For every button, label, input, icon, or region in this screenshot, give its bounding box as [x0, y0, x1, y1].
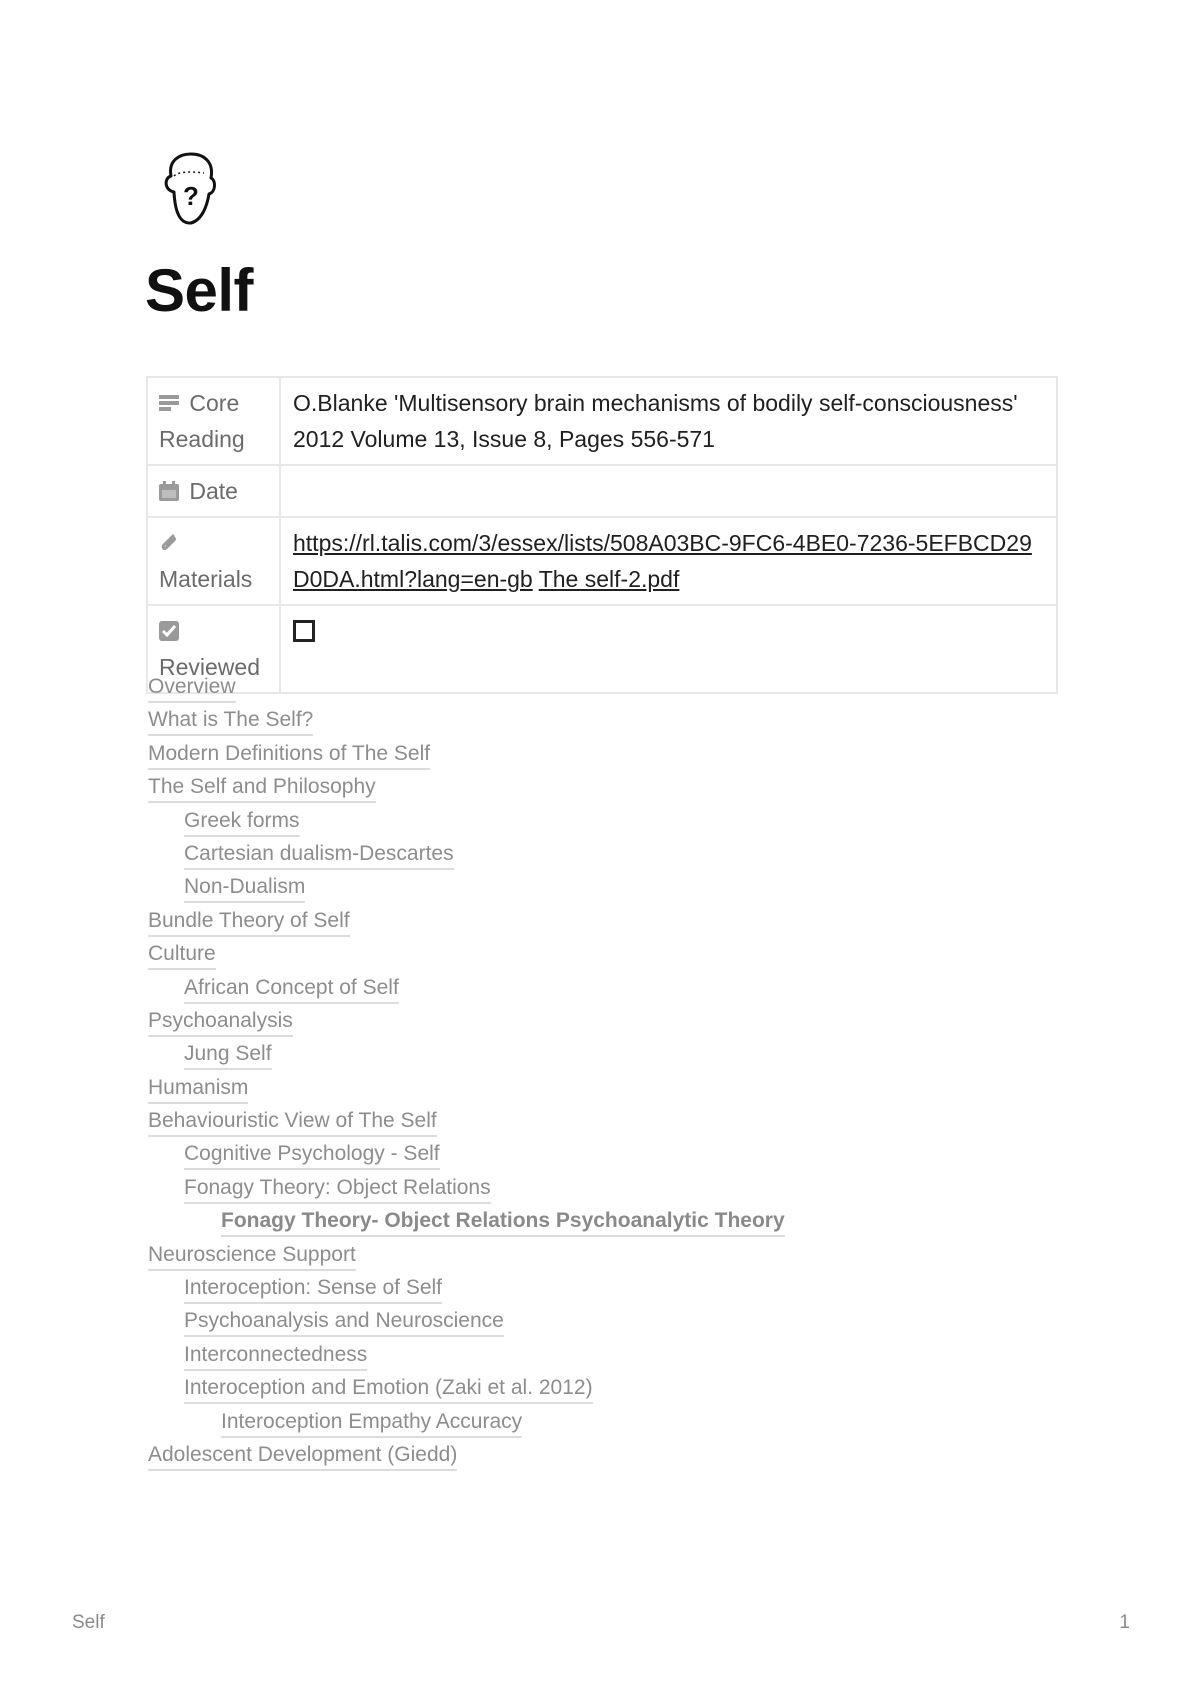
- toc-item[interactable]: Interoception and Emotion (Zaki et al. 2012): [148, 1373, 785, 1406]
- toc-item[interactable]: Psychoanalysis and Neuroscience: [148, 1306, 785, 1339]
- properties-table: [146, 376, 1058, 694]
- toc-item[interactable]: Interoception: Sense of Self: [148, 1273, 785, 1306]
- property-date: [147, 465, 1057, 517]
- reviewed-checkbox[interactable]: [293, 620, 315, 642]
- toc-item[interactable]: Fonagy Theory- Object Relations Psychoanalytic Theory: [148, 1206, 785, 1239]
- checkbox-icon: [159, 621, 179, 641]
- property-core-reading: [147, 377, 1057, 465]
- toc-item[interactable]: Cartesian dualism-Descartes: [148, 839, 785, 872]
- toc-item[interactable]: African Concept of Self: [148, 973, 785, 1006]
- property-label-reviewed: Reviewed: [147, 605, 280, 693]
- toc-item[interactable]: Humanism: [148, 1073, 785, 1106]
- calendar-icon: [159, 481, 179, 501]
- toc-item[interactable]: Cognitive Psychology - Self: [148, 1139, 785, 1172]
- table-of-contents: [148, 672, 785, 1473]
- toc-item[interactable]: The Self and Philosophy: [148, 772, 785, 805]
- toc-item[interactable]: Interconnectedness: [148, 1340, 785, 1373]
- toc-item[interactable]: Modern Definitions of The Self: [148, 739, 785, 772]
- toc-item[interactable]: Fonagy Theory: Object Relations: [148, 1173, 785, 1206]
- svg-text:?: ?: [183, 181, 199, 211]
- toc-item[interactable]: What is The Self?: [148, 705, 785, 738]
- property-label-date: Date: [147, 465, 280, 517]
- toc-item[interactable]: Interoception Empathy Accuracy: [148, 1407, 785, 1440]
- property-materials: [147, 517, 1057, 605]
- toc-item[interactable]: Culture: [148, 939, 785, 972]
- toc-item[interactable]: Neuroscience Support: [148, 1240, 785, 1273]
- toc-item[interactable]: Jung Self: [148, 1039, 785, 1072]
- toc-item[interactable]: Adolescent Development (Giedd): [148, 1440, 785, 1473]
- toc-item[interactable]: Behaviouristic View of The Self: [148, 1106, 785, 1139]
- toc-item[interactable]: Overview: [148, 672, 785, 705]
- head-question-icon: [158, 150, 220, 230]
- footer-page-title: Self: [72, 1612, 105, 1633]
- footer-page-number: 1: [1119, 1612, 1130, 1633]
- property-value-core-reading[interactable]: O.Blanke 'Multisensory brain mechanisms of bodily self-consciousness' 2012 Volume 13, Issue 8, Pages 556-571: [280, 377, 1057, 465]
- text-lines-icon: [159, 395, 179, 413]
- toc-item[interactable]: Bundle Theory of Self: [148, 906, 785, 939]
- property-label-materials: Materials: [147, 517, 280, 605]
- materials-link-reading-list[interactable]: https://rl.talis.com/3/essex/lists/508A03BC-9FC6-4BE0-7236-5EFBCD29D0DA.html?lang=en-gb: [293, 530, 1032, 592]
- property-value-materials: [280, 517, 1057, 605]
- property-value-date[interactable]: [280, 465, 1057, 517]
- toc-item[interactable]: Non-Dualism: [148, 872, 785, 905]
- toc-item[interactable]: Greek forms: [148, 806, 785, 839]
- materials-link-pdf[interactable]: The self-2.pdf: [538, 566, 680, 592]
- toc-item[interactable]: Psychoanalysis: [148, 1006, 785, 1039]
- property-label-core-reading: Core Reading: [147, 377, 280, 465]
- paperclip-icon: [159, 533, 179, 553]
- page-title: Self: [145, 257, 254, 324]
